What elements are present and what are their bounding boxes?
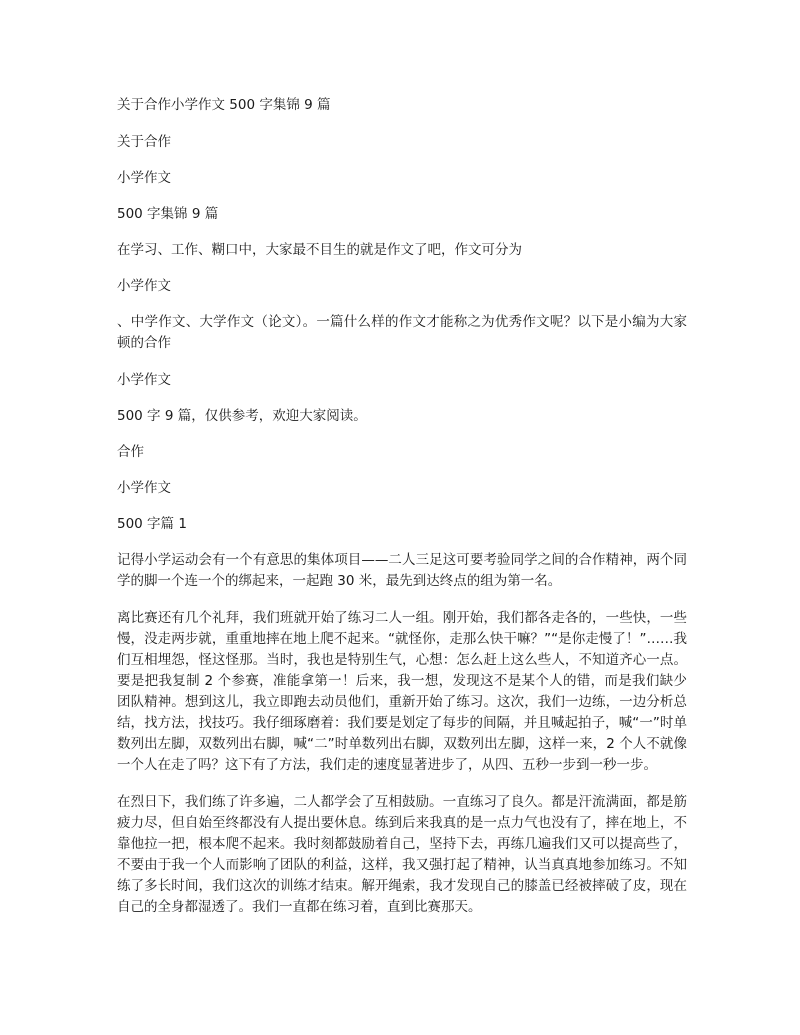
- text-line: 小学作文: [117, 480, 171, 496]
- section-heading: 500 字篇 1: [117, 516, 187, 532]
- text-line: 500 字 9 篇，仅供参考，欢迎大家阅读。: [117, 408, 367, 424]
- document-page: [117, 95, 687, 918]
- body-paragraph: 离比赛还有几个礼拜，我们班就开始了练习二人一组。刚开始，我们都各走各的，一些快，一些慢，没走两步就，重重地摔在地上爬不起来。“就怪你，走那么快干嘛？”“是你走慢了！”……我们互相埋怨，怪这怪那。当时，我也是特别生气，心想：怎么赶上这么些人，不知道齐心一点。要是把我复制 2 个参赛，准能拿第一！后来，我一想，发现这不是某个人的错，而是我们缺少团队精神。想到这儿，我立即跑去动员他们，重新开始了练习。这次，我们一边练，一边分析总结，找方法，找技巧。我仔细琢磨着：我们要是划定了每步的间隔，并且喊起拍子，喊“一”时单数列出左脚，双数列出右脚，喊“二”时单数列出右脚，双数列出左脚，这样一来，2 个人不就像一个人在走了吗？这下有了方法，我们走的速度显著进步了，从四、五秒一步到一秒一步。: [117, 610, 687, 773]
- body-paragraph: 在烈日下，我们练了许多遍，二人都学会了互相鼓励。一直练习了良久。都是汗流满面，都是筋疲力尽，但自始至终都没有人提出要休息。练到后来我真的是一点力气也没有了，摔在地上，不靠他拉一把，根本爬不起来。我时刻都鼓励着自己，坚持下去，再练几遍我们又可以提高些了，不要由于我一个人而影响了团队的利益，这样，我又强打起了精神，认当真真地参加练习。不知练了多长时间，我们这次的训练才结束。解开绳索，我才发现自己的膝盖已经被摔破了皮，现在自己的全身都湿透了。我们一直都在练习着，直到比赛那天。: [117, 794, 687, 915]
- text-line: 在学习、工作、糊口中，大家最不目生的就是作文了吧，作文可分为: [117, 242, 522, 258]
- text-line: 关于合作: [117, 134, 171, 150]
- document-title: 关于合作小学作文 500 字集锦 9 篇: [117, 97, 331, 113]
- text-paragraph: 、中学作文、大学作文（论文）。一篇什么样的作文才能称之为优秀作文呢？以下是小编为大家顿的合作: [117, 314, 687, 351]
- text-line: 500 字集锦 9 篇: [117, 206, 219, 222]
- text-line: 小学作文: [117, 170, 171, 186]
- text-line: 合作: [117, 444, 144, 460]
- body-paragraph: 记得小学运动会有一个有意思的集体项目——二人三足这可要考验同学之间的合作精神，两个同学的脚一个连一个的绑起来，一起跑 30 米，最先到达终点的组为第一名。: [117, 552, 687, 589]
- text-line: 小学作文: [117, 278, 171, 294]
- text-line: 小学作文: [117, 372, 171, 388]
